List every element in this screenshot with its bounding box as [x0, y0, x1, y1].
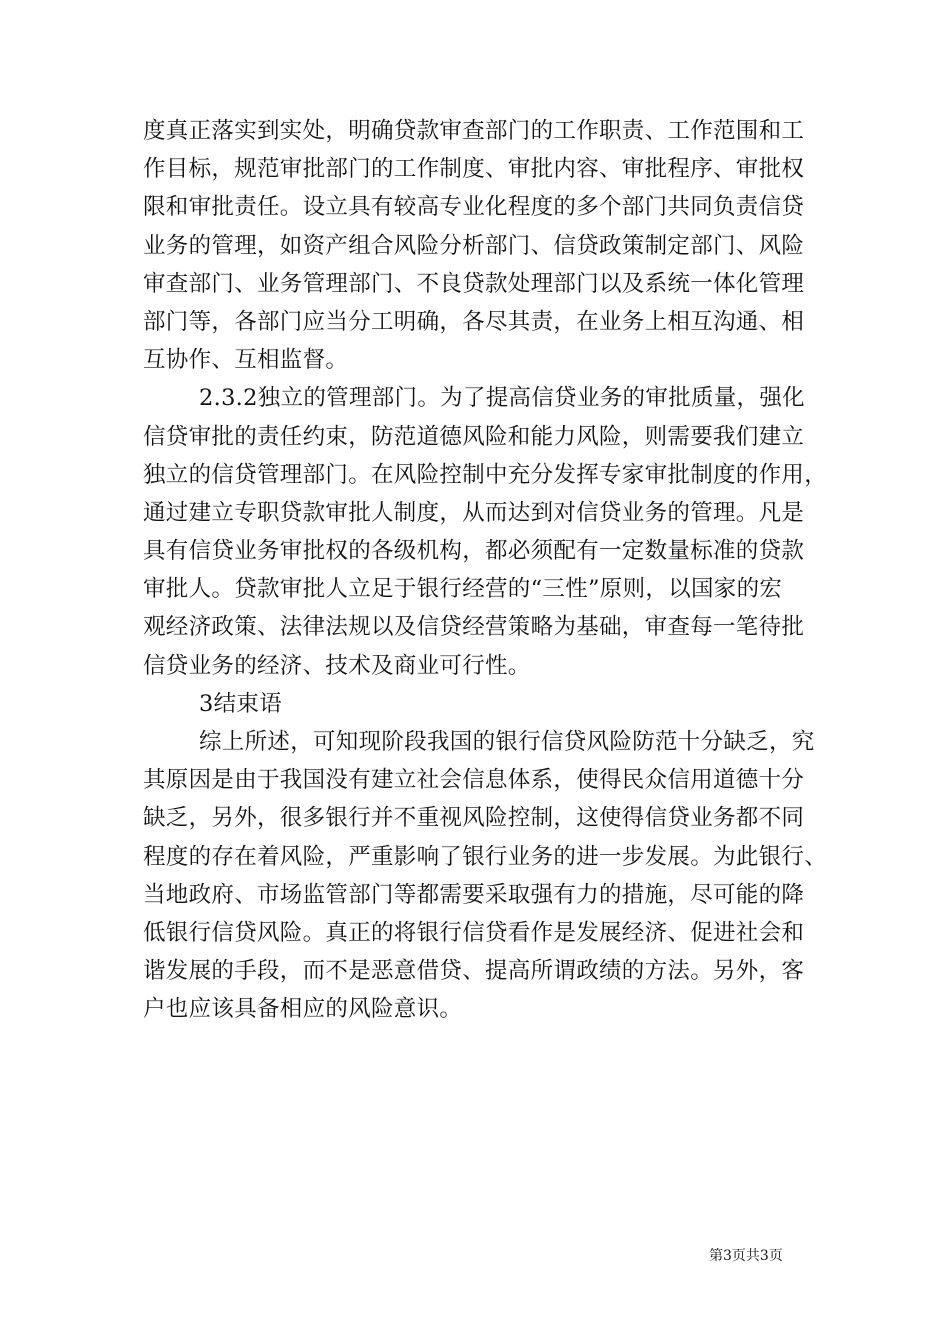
section-2-3-2-first-line: 2.3.2独立的管理部门。为了提高信贷业务的审批质量，强化 [199, 385, 805, 412]
text-line: 作目标，规范审批部门的工作制度、审批内容、审批程序、审批权 [143, 156, 805, 183]
text-line: 度真正落实到实处，明确贷款审查部门的工作职责、工作范围和工 [143, 118, 805, 144]
text-line: 缺乏，另外，很多银行并不重视风险控制，这使得信贷业务都不同 [143, 805, 805, 832]
text-line: 部门等，各部门应当分工明确，各尽其责，在业务上相互沟通、相 [143, 308, 805, 335]
text-line: 其原因是由于我国没有建立社会信息体系，使得民众信用道德十分 [143, 767, 805, 794]
text-line: 独立的信贷管理部门。在风险控制中充分发挥专家审批制度的作用， [143, 461, 828, 488]
page-number-footer: 第3页共3页 [709, 1248, 783, 1264]
text-line: 观经济政策、法律法规以及信贷经营策略为基础，审查每一笔待批 [143, 614, 805, 641]
text-line: 信贷审批的责任约束，防范道德风险和能力风险，则需要我们建立 [143, 423, 805, 450]
text-line: 审查部门、业务管理部门、不良贷款处理部门以及系统一体化管理 [143, 270, 805, 297]
body-text [143, 112, 828, 1029]
text-line: 程度的存在着风险，严重影响了银行业务的进一步发展。为此银行、 [143, 843, 828, 870]
text-line: 低银行信贷风险。真正的将银行信贷看作是发展经济、促进社会和 [143, 919, 805, 946]
text-line: 具有信贷业务审批权的各级机构，都必须配有一定数量标准的贷款 [143, 538, 805, 565]
text-line: 限和审批责任。设立具有较高专业化程度的多个部门共同负责信贷 [143, 194, 805, 221]
text-line: 当地政府、市场监管部门等都需要采取强有力的措施，尽可能的降 [143, 881, 805, 908]
text-line: 谐发展的手段，而不是恶意借贷、提高所谓政绩的方法。另外，客 [143, 958, 805, 985]
text-line: 通过建立专职贷款审批人制度，从而达到对信贷业务的管理。凡是 [143, 499, 805, 526]
text-line: 互协作、互相监督。 [143, 347, 349, 374]
section-heading-conclusion: 3结束语 [199, 690, 283, 717]
text-line: 户也应该具备相应的风险意识。 [143, 996, 463, 1023]
conclusion-first-line: 综上所述，可知现阶段我国的银行信贷风险防范十分缺乏，究 [199, 729, 815, 755]
text-line: 业务的管理，如资产组合风险分析部门、信贷政策制定部门、风险 [143, 232, 805, 259]
text-line: 审批人。贷款审批人立足于银行经营的“三性”原则，以国家的宏 [143, 576, 783, 603]
text-line: 信贷业务的经济、技术及商业可行性。 [143, 652, 531, 679]
